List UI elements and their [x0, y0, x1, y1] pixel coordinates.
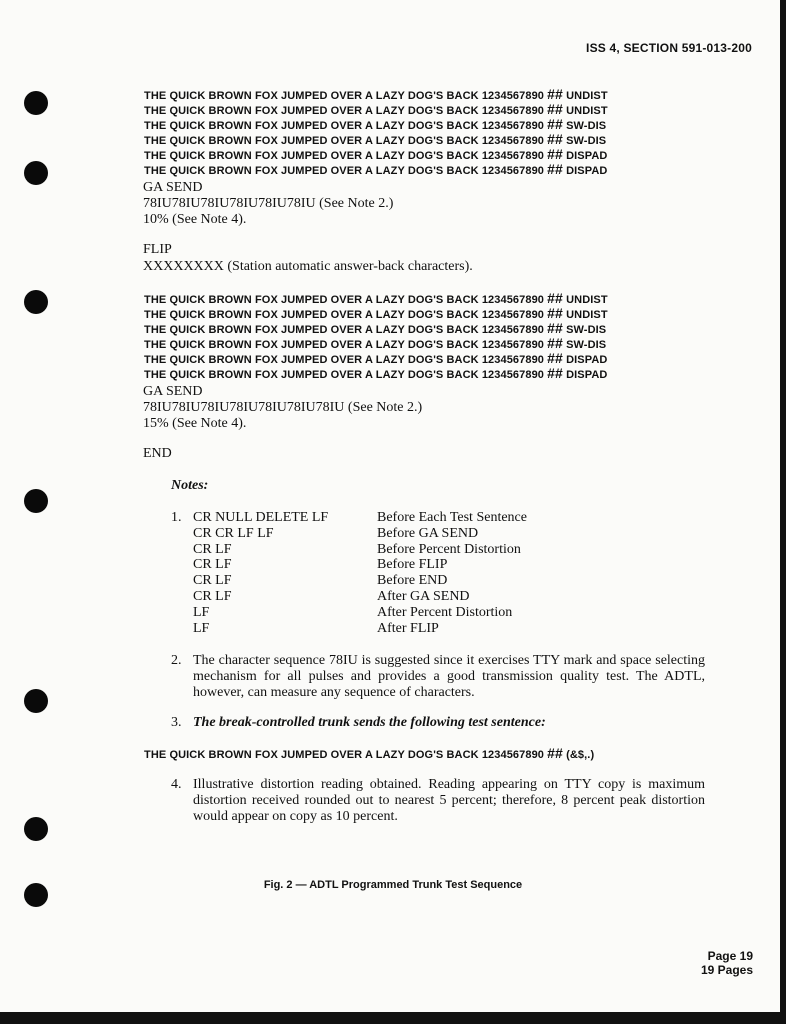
note-3 [171, 715, 546, 731]
test-sentence-line: THE QUICK BROWN FOX JUMPED OVER A LAZY DOG'S BACK 1234567890 ## DISPAD [144, 146, 608, 162]
ga-send-sequence-2: 78IU78IU78IU78IU78IU78IU78IU (See Note 2.) [143, 400, 423, 415]
flip-title: FLIP [143, 242, 172, 257]
test-sentence-block-2 [144, 292, 704, 382]
test-sentence-line: THE QUICK BROWN FOX JUMPED OVER A LAZY DOG'S BACK 1234567890 ## UNDIST [144, 101, 608, 117]
note-1-description: Before Percent Distortion [377, 541, 521, 557]
note-1-code: CR LF [193, 588, 232, 604]
note-1-number: 1. [171, 510, 182, 525]
test-sentence-line: THE QUICK BROWN FOX JUMPED OVER A LAZY DOG'S BACK 1234567890 ## DISPAD [144, 350, 608, 366]
note-2 [171, 653, 705, 701]
note-1-description: Before FLIP [377, 557, 448, 573]
flip-text: XXXXXXXX (Station automatic answer-back characters). [143, 259, 473, 274]
page-bottom-border [0, 1012, 786, 1024]
note-2-number: 2. [171, 653, 182, 668]
end-label: END [143, 446, 172, 461]
note-1-description: Before END [377, 573, 448, 589]
break-controlled-test-sentence: THE QUICK BROWN FOX JUMPED OVER A LAZY DOG'S BACK 1234567890 ## (&$,.) [144, 745, 595, 761]
test-sentence-line: THE QUICK BROWN FOX JUMPED OVER A LAZY DOG'S BACK 1234567890 ## DISPAD [144, 365, 608, 381]
note-1-code: CR LF [193, 573, 232, 589]
note-1-description: Before Each Test Sentence [377, 510, 527, 525]
test-sentence-line: THE QUICK BROWN FOX JUMPED OVER A LAZY DOG'S BACK 1234567890 ## UNDIST [144, 290, 608, 306]
note-1-code: CR LF [193, 557, 232, 573]
ga-send-title-2: GA SEND [143, 384, 203, 399]
punch-hole [24, 161, 48, 185]
note-4-number: 4. [171, 777, 182, 792]
ga-send-sequence-1: 78IU78IU78IU78IU78IU78IU (See Note 2.) [143, 196, 394, 211]
page-count: 19 Pages [700, 963, 753, 977]
note-1-description: Before GA SEND [377, 525, 479, 541]
punch-hole [24, 91, 48, 115]
page-footer [701, 949, 753, 977]
test-sentence-line: THE QUICK BROWN FOX JUMPED OVER A LAZY DOG'S BACK 1234567890 ## SW-DIS [144, 131, 607, 147]
ga-send-title-1: GA SEND [143, 180, 203, 195]
note-4-text: Illustrative distortion reading obtained. Reading appearing on TTY copy is maximum distortion received rounded out to nearest 5 percent; therefore, 8 percent peak distortion would appear on copy as 10 percent. [193, 777, 705, 824]
note-3-number: 3. [171, 715, 182, 730]
note-1-code: CR CR LF LF [193, 525, 274, 541]
page-right-border [780, 0, 786, 1024]
punch-hole [24, 817, 48, 841]
punch-hole [24, 290, 48, 314]
note-3-text: The break-controlled trunk sends the following test sentence: [193, 715, 546, 730]
note-2-text: The character sequence 78IU is suggested since it exercises TTY mark and space selecting mechanism for all pulses and provides a good transmission quality test. The ADTL, however, can measure any sequence of characters. [193, 653, 705, 700]
punch-hole [24, 489, 48, 513]
note-1-code: LF [193, 604, 210, 620]
note-1-description: After GA SEND [377, 588, 470, 604]
test-sentence-line: THE QUICK BROWN FOX JUMPED OVER A LAZY DOG'S BACK 1234567890 ## DISPAD [144, 161, 608, 177]
figure-caption: Fig. 2 — ADTL Programmed Trunk Test Sequence [263, 879, 523, 891]
ga-send-percent-1: 10% (See Note 4). [143, 212, 247, 227]
note-1-code: CR NULL DELETE LF [193, 510, 329, 525]
test-sentence-line: THE QUICK BROWN FOX JUMPED OVER A LAZY DOG'S BACK 1234567890 ## SW-DIS [144, 116, 607, 132]
note-1-descriptions [377, 510, 527, 636]
test-sentence-block-1 [144, 88, 704, 178]
note-1-description: After FLIP [377, 620, 439, 636]
test-sentence-line: THE QUICK BROWN FOX JUMPED OVER A LAZY DOG'S BACK 1234567890 ## SW-DIS [144, 335, 607, 351]
note-1-description: After Percent Distortion [377, 604, 513, 620]
test-sentence-line: THE QUICK BROWN FOX JUMPED OVER A LAZY DOG'S BACK 1234567890 ## UNDIST [144, 305, 608, 321]
note-4 [171, 777, 705, 825]
note-1-code: LF [193, 620, 210, 636]
test-sentence-line: THE QUICK BROWN FOX JUMPED OVER A LAZY DOG'S BACK 1234567890 ## SW-DIS [144, 320, 607, 336]
punch-hole [24, 689, 48, 713]
section-header: ISS 4, SECTION 591-013-200 [586, 41, 752, 55]
ga-send-percent-2: 15% (See Note 4). [143, 416, 247, 431]
note-1-codes [193, 510, 328, 636]
notes-title: Notes: [171, 478, 209, 493]
note-1-code: CR LF [193, 541, 232, 557]
test-sentence-line: THE QUICK BROWN FOX JUMPED OVER A LAZY DOG'S BACK 1234567890 ## UNDIST [144, 86, 608, 102]
page-number: Page 19 [707, 949, 753, 963]
